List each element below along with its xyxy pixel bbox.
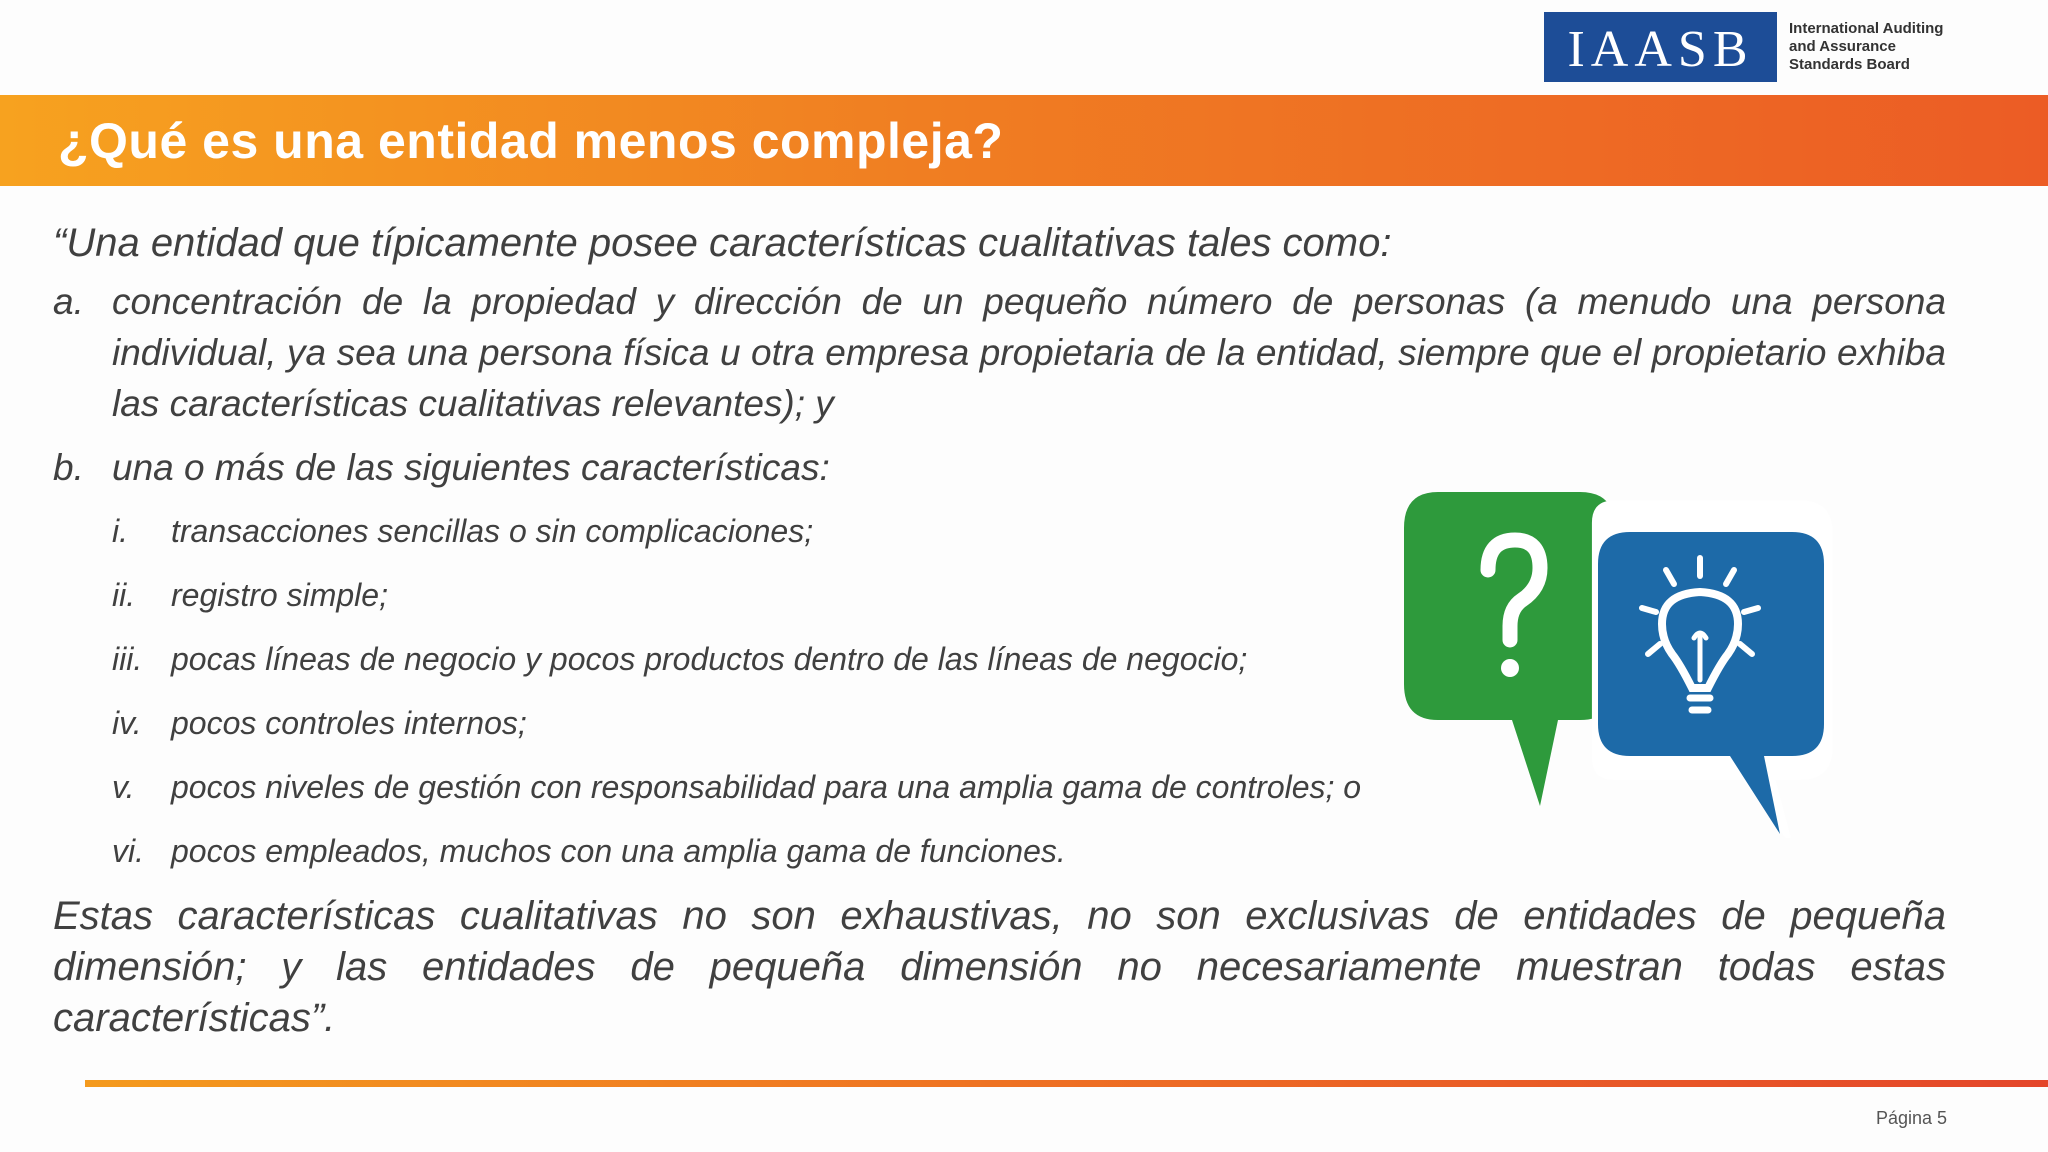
logo-mark: IAASB (1544, 12, 1777, 82)
sub-marker: v. (112, 768, 135, 805)
sub-marker: ii. (112, 576, 136, 613)
question-bubble-icon (1404, 492, 1615, 806)
slide-title: ¿Qué es una entidad menos compleja? (58, 112, 1004, 169)
logo-caption (1789, 20, 1943, 74)
list-marker: b. (53, 447, 84, 488)
sub-marker: iv. (112, 704, 142, 741)
iaasb-logo (1544, 12, 1964, 82)
logo-line-1: International Auditing (1789, 20, 1944, 37)
list-item-text: concentración de la propiedad y dirección de un pequeño número de personas (a menudo una persona individual, ya sea una persona física u otra empresa propietaria de la entidad, siempre que el propietario exhiba las características cualitativas relevantes); y (112, 281, 1946, 424)
sub-item-text: registro simple; (171, 576, 388, 613)
idea-bubble-icon (1592, 500, 1833, 838)
speech-bubbles-illustration (1400, 488, 1860, 838)
page-number: Página 5 (1875, 1108, 1947, 1128)
sub-item-text: pocas líneas de negocio y pocos productos dentro de las líneas de negocio; (171, 640, 1248, 677)
sub-item-text: transacciones sencillas o sin complicaciones; (171, 512, 814, 549)
sub-marker: vi. (112, 832, 144, 869)
sub-item-text: pocos niveles de gestión con responsabilidad para una amplia gama de controles; o (171, 768, 1362, 805)
sub-item-text: pocos controles internos; (171, 704, 527, 741)
footer-divider (85, 1080, 2048, 1087)
logo-line-2: and Assurance (1789, 38, 1896, 55)
list-marker: a. (53, 281, 84, 322)
intro-text: “Una entidad que típicamente posee características cualitativas tales como: (53, 221, 1392, 265)
logo-line-3: Standards Board (1789, 56, 1910, 73)
list-item-a (53, 276, 1946, 429)
list-item-text: una o más de las siguientes características: (112, 447, 830, 488)
sub-marker: iii. (112, 640, 143, 677)
list-item-b (53, 442, 1946, 493)
sub-item-text: pocos empleados, muchos con una amplia gama de funciones. (171, 832, 1066, 869)
sub-marker: i. (112, 512, 128, 549)
closing-text: Estas características cualitativas no son exhaustivas, no son exclusivas de entidades de pequeña dimensión; y las entidades de pequeña dimensión no necesariamente muestran todas estas características”. (53, 894, 1946, 1040)
title-bar (0, 95, 2048, 186)
